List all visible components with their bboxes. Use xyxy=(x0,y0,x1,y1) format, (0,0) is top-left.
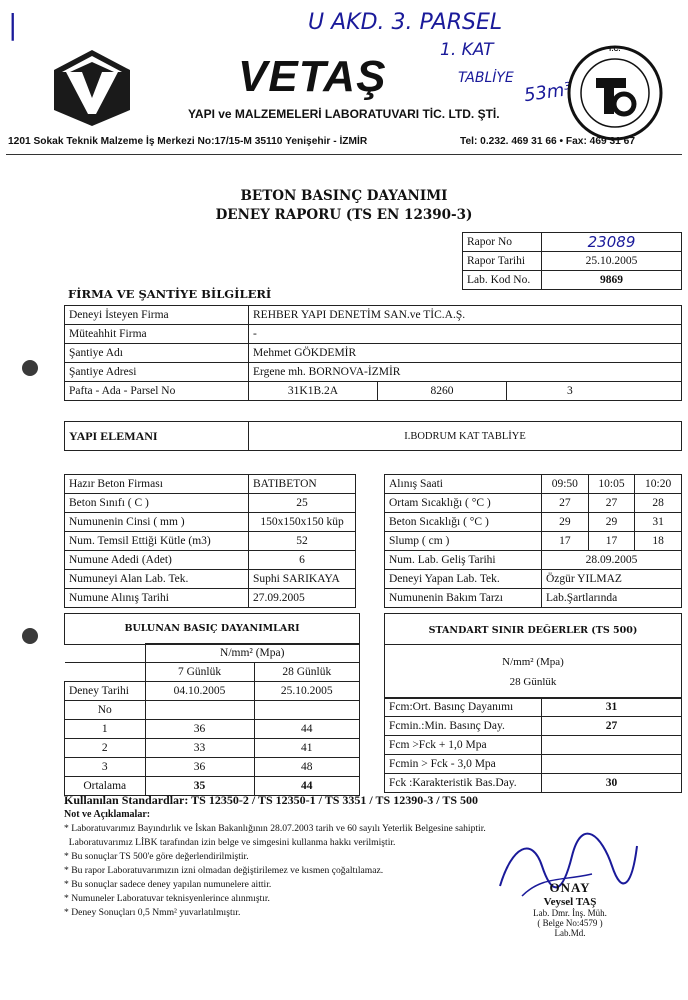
note-text: Deney Sonuçları 0,5 Nmm² yuvarlatılmıştır. xyxy=(71,907,241,918)
pafta-label: Pafta - Ada - Parsel No xyxy=(65,382,249,401)
conditions-value: 29 xyxy=(588,513,635,532)
standard-row xyxy=(385,698,682,717)
approval-stamp xyxy=(520,880,620,938)
results-7day-value: 36 xyxy=(145,720,254,739)
firm-row-value: - xyxy=(249,325,682,344)
results-row xyxy=(65,758,360,777)
results-date-value: 25.10.2005 xyxy=(254,682,360,701)
approval-role: Lab.Md. xyxy=(554,928,586,938)
report-title-line1: BETON BASINÇ DAYANIMI xyxy=(240,188,448,204)
report-info-row xyxy=(463,271,682,290)
conditions-row xyxy=(385,532,682,551)
conditions-row xyxy=(385,570,682,589)
vetas-logo-icon xyxy=(52,48,132,128)
standard-period: 28 Günlük xyxy=(509,676,557,688)
standard-limits-table xyxy=(384,697,682,793)
conditions-value: 28.09.2005 xyxy=(542,551,682,570)
conditions-value: 10:05 xyxy=(588,475,635,494)
sample-info-label: Hazır Beton Firması xyxy=(65,475,249,494)
standard-label: Fcm:Ort. Basınç Dayanımı xyxy=(385,698,542,717)
results-panel xyxy=(64,613,360,645)
firm-row xyxy=(65,344,682,363)
standard-value: 27 xyxy=(542,717,682,736)
note-text: Bu rapor Laboratuvarımızın izni olmadan değiştirilemez ve kısmen çoğaltılamaz. xyxy=(71,865,384,876)
note-item: * Bu sonuçlar sadece deney yapılan numunelere aittir. xyxy=(64,879,272,890)
sample-info-row xyxy=(65,570,356,589)
ministry-seal-icon xyxy=(566,44,664,142)
conditions-value: 28 xyxy=(635,494,682,513)
results-row xyxy=(65,739,360,758)
firm-row-value: Ergene mh. BORNOVA-İZMİR xyxy=(249,363,682,382)
ada-value: 8260 xyxy=(378,382,507,401)
note-text: Bu sonuçlar TS 500'e göre değerlendirilmiştir. xyxy=(71,851,249,862)
conditions-row xyxy=(385,551,682,570)
standard-row xyxy=(385,736,682,755)
conditions-value: 31 xyxy=(635,513,682,532)
standard-limits-panel xyxy=(384,613,682,699)
conditions-label: Slump ( cm ) xyxy=(385,532,542,551)
sample-info-row xyxy=(65,513,356,532)
sample-info-value: 6 xyxy=(249,551,356,570)
results-average-label: Ortalama xyxy=(65,777,146,796)
report-info-label: Lab. Kod No. xyxy=(463,271,542,290)
sample-info-label: Numune Alınış Tarihi xyxy=(65,589,249,608)
conditions-value: 09:50 xyxy=(542,475,589,494)
sampling-conditions-table xyxy=(384,474,682,608)
conditions-label: Numunenin Bakım Tarzı xyxy=(385,589,542,608)
note-text: Laboratuvarımız LİBK tarafından izin belge ve simgesini kullanma hakkı verilmiştir. xyxy=(68,837,396,848)
sample-info-value: BATIBETON xyxy=(249,475,356,494)
report-info-label: Rapor No xyxy=(463,233,542,252)
seal-top-text: T.C. xyxy=(608,46,621,53)
sample-info-value: 25 xyxy=(249,494,356,513)
report-info-table xyxy=(462,232,682,290)
sample-info-label: Numune Adedi (Adet) xyxy=(65,551,249,570)
firm-row-label: Deneyi İsteyen Firma xyxy=(65,306,249,325)
results-no: 2 xyxy=(65,739,146,758)
pafta-value: 31K1B.2A xyxy=(249,382,378,401)
results-date-value: 04.10.2005 xyxy=(145,682,254,701)
handwritten-margin-mark: | xyxy=(8,8,18,41)
approval-name: Veysel TAŞ xyxy=(543,896,597,908)
conditions-value: 18 xyxy=(635,532,682,551)
results-unit: N/mm² (Mpa) xyxy=(145,644,360,663)
standard-row xyxy=(385,755,682,774)
firm-row-value: Mehmet GÖKDEMİR xyxy=(249,344,682,363)
conditions-value: 17 xyxy=(542,532,589,551)
report-info-row xyxy=(463,233,682,252)
sample-info-value: 52 xyxy=(249,532,356,551)
company-name: YAPI ve MALZEMELERİ LABORATUVARI TİC. LTD. ŞTİ. xyxy=(188,107,500,121)
standard-value: 31 xyxy=(542,698,682,717)
firm-row xyxy=(65,325,682,344)
address-right: Tel: 0.232. 469 31 66 • Fax: 469 31 67 xyxy=(460,136,635,147)
conditions-value: 27 xyxy=(588,494,635,513)
results-no: 1 xyxy=(65,720,146,739)
standard-row xyxy=(385,774,682,793)
approval-belge: ( Belge No:4579 ) xyxy=(537,918,603,928)
header-divider xyxy=(6,154,682,155)
sample-info-value: Suphi SARIKAYA xyxy=(249,570,356,589)
conditions-value: 17 xyxy=(588,532,635,551)
note-text: Laboratuvarımız Bayındırlık ve İskan Bakanlığının 28.07.2003 tarih ve 60 sayılı Yeterlik Belgesine sahiptir. xyxy=(71,823,486,834)
standard-row xyxy=(385,717,682,736)
sample-info-row xyxy=(65,532,356,551)
note-item: * Bu sonuçlar TS 500'e göre değerlendirilmiştir. xyxy=(64,851,249,862)
report-info-value: 25.10.2005 xyxy=(542,252,682,271)
conditions-label: Alınış Saati xyxy=(385,475,542,494)
structural-element-table xyxy=(64,421,682,451)
standard-label: Fck :Karakteristik Bas.Day. xyxy=(385,774,542,793)
note-item: * Bu rapor Laboratuvarımızın izni olmadan değiştirilemez ve kısmen çoğaltılamaz. xyxy=(64,865,384,876)
sample-info-row xyxy=(65,475,356,494)
sample-info-row xyxy=(65,494,356,513)
approval-title: Lab. Dmr. İnş. Müh. xyxy=(533,908,607,918)
results-table xyxy=(64,643,360,796)
firm-section-heading: FİRMA VE ŞANTİYE BİLGİLERİ xyxy=(68,287,272,301)
results-average-28day: 44 xyxy=(254,777,360,796)
sample-info-row xyxy=(65,551,356,570)
address-left: 1201 Sokak Teknik Malzeme İş Merkezi No:17/15-M 35110 Yenişehir - İZMİR xyxy=(8,136,368,147)
results-average-7day: 35 xyxy=(145,777,254,796)
conditions-value: Lab.Şartlarında xyxy=(542,589,682,608)
report-no-value: 23089 xyxy=(542,233,682,252)
standard-value xyxy=(542,736,682,755)
results-col-28day: 28 Günlük xyxy=(254,663,360,682)
sample-info-label: Numuneyi Alan Lab. Tek. xyxy=(65,570,249,589)
sample-info-label: Numunenin Cinsi ( mm ) xyxy=(65,513,249,532)
standard-label: Fcmin.:Min. Basınç Day. xyxy=(385,717,542,736)
structural-element-label: YAPI ELEMANI xyxy=(65,422,249,451)
conditions-label: Deneyi Yapan Lab. Tek. xyxy=(385,570,542,589)
results-7day-value: 33 xyxy=(145,739,254,758)
firm-row-label: Şantiye Adresi xyxy=(65,363,249,382)
report-title-line2: DENEY RAPORU (TS EN 12390-3) xyxy=(215,207,473,223)
notes-heading: Not ve Açıklamalar: xyxy=(64,809,151,820)
results-col-7day: 7 Günlük xyxy=(145,663,254,682)
results-no-label: No xyxy=(65,701,146,720)
structural-element-value: I.BODRUM KAT TABLİYE xyxy=(249,422,682,451)
conditions-label: Num. Lab. Geliş Tarihi xyxy=(385,551,542,570)
report-info-value: 9869 xyxy=(542,271,682,290)
report-info-label: Rapor Tarihi xyxy=(463,252,542,271)
results-28day-value: 44 xyxy=(254,720,360,739)
results-28day-value: 41 xyxy=(254,739,360,758)
conditions-value: 29 xyxy=(542,513,589,532)
firm-info-table xyxy=(64,305,682,401)
results-7day-value: 36 xyxy=(145,758,254,777)
standard-value xyxy=(542,755,682,774)
punch-hole xyxy=(22,360,38,376)
results-no: 3 xyxy=(65,758,146,777)
standards-used-line: Kullanılan Standardlar: TS 12350-2 / TS 12350-1 / TS 3351 / TS 12390-3 / TS 500 xyxy=(64,793,478,807)
note-item: * Laboratuvarımız Bayındırlık ve İskan Bakanlığının 28.07.2003 tarih ve 60 sayılı Yeterlik Belgesine sahiptir. xyxy=(64,823,486,834)
note-item: * Deney Sonuçları 0,5 Nmm² yuvarlatılmıştır. xyxy=(64,907,241,918)
report-info-row xyxy=(463,252,682,271)
conditions-label: Ortam Sıcaklığı ( °C ) xyxy=(385,494,542,513)
firm-row-pafta xyxy=(65,382,682,401)
sample-info-row xyxy=(65,589,356,608)
handwritten-slab-note: TABLİYE xyxy=(458,70,514,86)
sample-info-value: 150x150x150 küp xyxy=(249,513,356,532)
results-row xyxy=(65,720,360,739)
results-date-label: Deney Tarihi xyxy=(65,682,146,701)
sample-info-table xyxy=(64,474,356,608)
standard-value: 30 xyxy=(542,774,682,793)
firm-row-label: Şantiye Adı xyxy=(65,344,249,363)
conditions-row xyxy=(385,589,682,608)
conditions-row xyxy=(385,494,682,513)
approval-label: ONAY xyxy=(549,880,591,895)
parsel-value: 3 xyxy=(507,382,682,401)
punch-hole xyxy=(22,628,38,644)
note-text: Bu sonuçlar sadece deney yapılan numunelere aittir. xyxy=(71,879,272,890)
vetas-logo-text: VETAŞ xyxy=(238,52,387,101)
sample-info-label: Beton Sınıfı ( C ) xyxy=(65,494,249,513)
conditions-value: 10:20 xyxy=(635,475,682,494)
results-date-row xyxy=(65,682,360,701)
firm-row xyxy=(65,363,682,382)
standard-label: Fcmin > Fck - 3,0 Mpa xyxy=(385,755,542,774)
firm-row xyxy=(65,306,682,325)
results-28day-value: 48 xyxy=(254,758,360,777)
note-item: * Numuneler Laboratuvar teknisyenlerince alınmıştır. xyxy=(64,893,270,904)
conditions-value: 27 xyxy=(542,494,589,513)
conditions-row xyxy=(385,475,682,494)
conditions-label: Beton Sıcaklığı ( °C ) xyxy=(385,513,542,532)
handwritten-parcel-note: U AKD. 3. PARSEL xyxy=(308,10,503,35)
handwritten-floor-note: 1. KAT xyxy=(440,40,494,60)
firm-row-label: Müteahhit Firma xyxy=(65,325,249,344)
standard-label: Fcm >Fck + 1,0 Mpa xyxy=(385,736,542,755)
standard-heading: STANDART SINIR DEĞERLER (TS 500) xyxy=(428,625,638,636)
note-text: Numuneler Laboratuvar teknisyenlerince alınmıştır. xyxy=(71,893,270,904)
conditions-value: Özgür YILMAZ xyxy=(542,570,682,589)
sample-info-value: 27.09.2005 xyxy=(249,589,356,608)
sample-info-label: Num. Temsil Ettiği Kütle (m3) xyxy=(65,532,249,551)
firm-row-value: REHBER YAPI DENETİM SAN.ve TİC.A.Ş. xyxy=(249,306,682,325)
conditions-row xyxy=(385,513,682,532)
handwritten-volume-note: 53m³ xyxy=(522,78,573,107)
standard-unit: N/mm² (Mpa) xyxy=(502,656,564,668)
results-heading: BULUNAN BASIÇ DAYANIMLARI xyxy=(124,623,300,634)
